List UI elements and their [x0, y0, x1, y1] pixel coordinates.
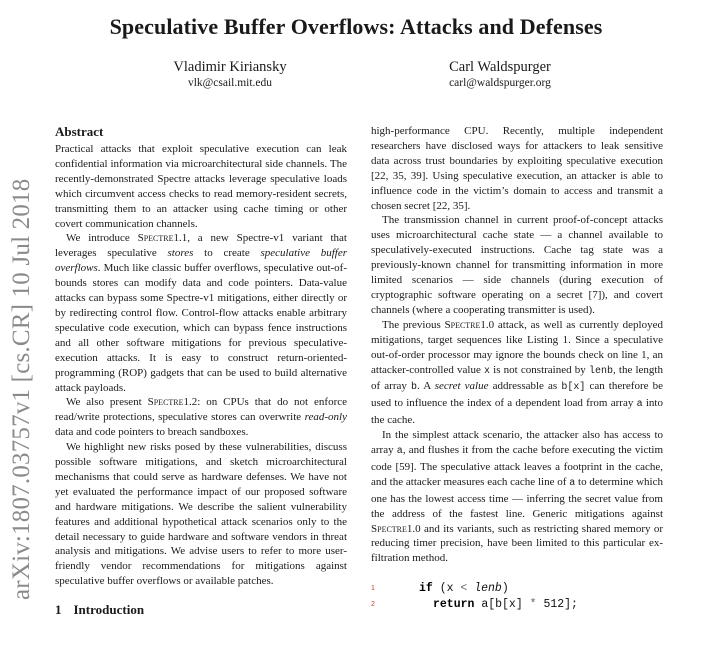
paper-title: Speculative Buffer Overflows: Attacks and Defenses [109, 14, 603, 39]
section-title: Introduction [73, 602, 145, 617]
code-text: if (x < lenb) [419, 582, 509, 595]
line-number: 2 [371, 601, 375, 608]
section-heading-introduction [55, 602, 144, 618]
author-email[interactable]: vlk@csail.mit.edu [187, 77, 273, 89]
arxiv-identifier: arXiv:1807.03757v1 [cs.CR] 10 Jul 2018 [8, 178, 35, 600]
abstract-paragraph-2: We introduce Spectre1.1, a new Spectre-v1 variant that leverages speculative stores to create speculative buffer overflows. Much like classic buffer overflows, speculative out-of-bounds stores can modify data and code pointers. Data-value attacks can bypass some Spectre-v1 mitigations, either directly or by redirecting control flow. Control-flow attacks enable arbitrary speculative code execution, which can bypass fence instructions and all other software mitigations for previous speculative-execution attacks. It is easy to construct return-oriented-programming (ROP) gadgets that can be used to build alternative attack payloads. [55, 232, 347, 394]
intro-paragraph-2: The transmission channel in current proof-of-concept attacks uses microarchitectural cache state — a channel available to speculatively-executed instructions. Cache tag state was a previously-known channel for transmitting information in more limited scenarios — side channels (during execution of cryptographic software operating on a secret [7]), and covert channels (where a cooperating transmitter is used). [371, 214, 663, 316]
intro-paragraph-4: In the simplest attack scenario, the attacker also has access to array a, and flushes it from the cache before executing the victim code [59]. The speculative attack leaves a footprint in the cache, and the attacker measures each cache line of a to determine which one has the lowest access time — inferring the secret value from the address of the fastest line. Generic mitigations against Spectre1.0 and its variants, such as restricting shared memory or reducing timer precision, have been limited to this particular ex-filtration method. [371, 429, 664, 565]
line-number: 1 [371, 585, 375, 592]
author-name: Carl Waldspurger [449, 59, 551, 75]
left-column [55, 124, 347, 589]
author-block-2 [385, 59, 615, 90]
author-email[interactable]: carl@waldspurger.org [449, 77, 551, 89]
code-line-1 [371, 582, 671, 598]
code-line-2 [371, 598, 671, 614]
author-block-1 [130, 59, 330, 90]
abstract-paragraph-3: We also present Spectre1.2: on CPUs that do not enforce read/write protections, speculative stores can overwrite read-only data and code pointers to breach sandboxes. [55, 396, 347, 439]
abstract-paragraph-4: We highlight new risks posed by these vulnerabilities, discuss possible software mitigations, and sketch microarchitectural mechanisms that could serve as hardware defenses. We have not yet evaluated the performance impact of our proposed software and hardware mitigations. We describe the salient vulnerability features and additional hypothetical attack scenarios only to the detail necessary to guide hardware and software vendors in threat analysis and mitigations. We advise users to refer to more user-friendly vendor recommendations for mitigations against speculative buffer overflows or available patches. [55, 441, 347, 588]
code-text: return a[b[x] * 512]; [433, 598, 578, 611]
author-name: Vladimir Kiriansky [173, 59, 287, 75]
intro-paragraph-1: high-performance CPU. Recently, multiple independent researchers have disclosed ways for attackers to leak sensitive data across trust boundaries by exploiting speculative execution [22, 35, 39]. Using speculative execution, an attacker is able to influence code in the victim’s domain to access and transmit a chosen secret [22, 35]. [371, 125, 663, 212]
abstract-heading: Abstract [55, 124, 104, 139]
section-number: 1 [55, 602, 62, 617]
abstract-paragraph-1: Practical attacks that exploit speculative execution can leak confidential information via microarchitectural side channels. The recently-demonstrated Spectre attacks leverage speculative loads which circumvent access checks to read memory-resident secrets, transmitting them to an attacker using cache timing or other covert communication channels. [55, 143, 347, 230]
intro-paragraph-3: The previous Spectre1.0 attack, as well as currently deployed mitigations, target sequences like Listing 1. Since a speculative out-of-order processor may ignore the bounds check on line 1, an attacker-controlled value x is not constrained by lenb, the length of array b. A secret value addressable as b[x] can therefore be used to influence the index of a dependent load from array a into the cache. [371, 318, 663, 427]
right-column [371, 124, 663, 566]
code-listing [371, 582, 671, 614]
